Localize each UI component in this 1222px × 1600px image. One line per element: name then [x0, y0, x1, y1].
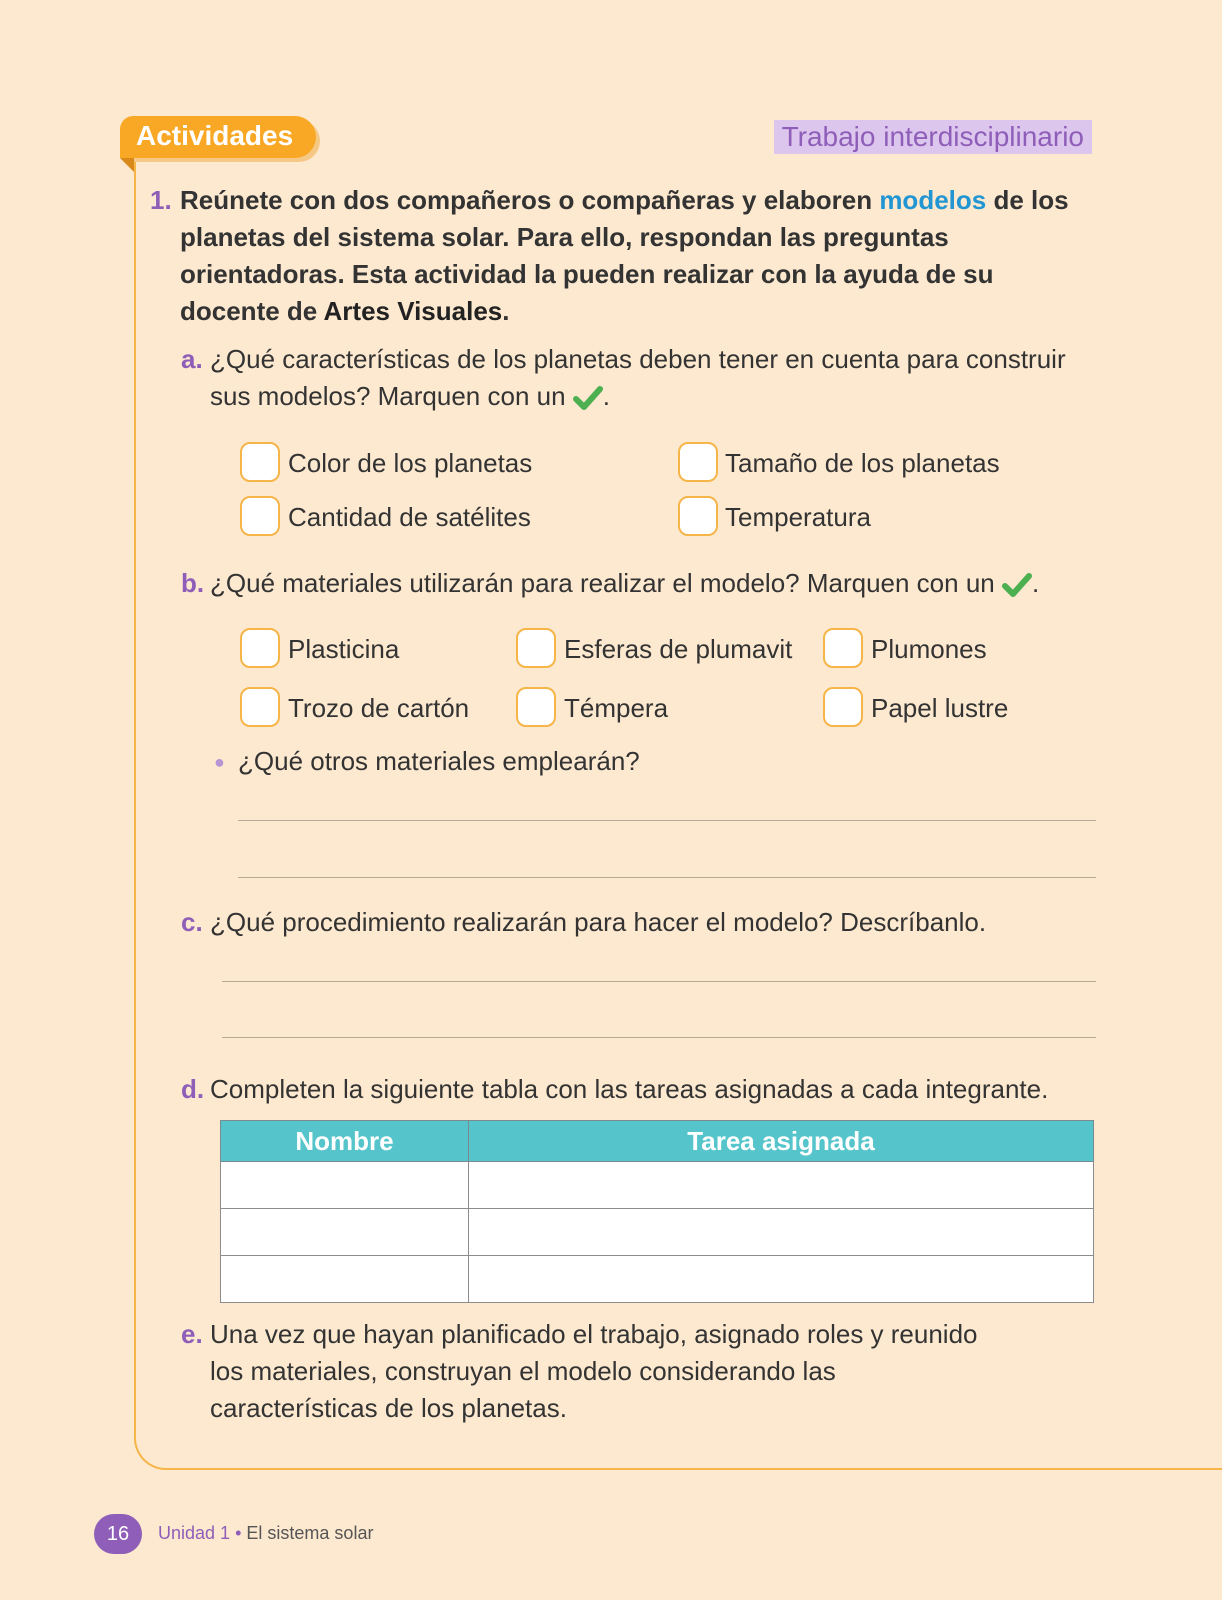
header-task: Tarea asignada — [469, 1121, 1094, 1162]
checkbox-color[interactable] — [240, 442, 280, 482]
interdisciplinary-tag: Trabajo interdisciplinario — [774, 120, 1092, 154]
item-b-text — [181, 565, 1081, 602]
other-materials-question: ¿Qué otros materiales emplearán? — [238, 746, 640, 776]
answer-line[interactable] — [222, 1037, 1096, 1038]
table-header-row — [221, 1121, 1094, 1162]
checkbox-tempera[interactable] — [516, 687, 556, 727]
task-cell[interactable] — [469, 1256, 1094, 1303]
check-icon — [1002, 572, 1032, 598]
unit-footer — [158, 1523, 373, 1544]
item-b — [181, 565, 1081, 602]
check-icon — [573, 385, 603, 411]
tab-fold — [120, 158, 134, 172]
option-temperature: Temperatura — [725, 502, 871, 532]
checkbox-satellites[interactable] — [240, 496, 280, 536]
item-c — [181, 904, 1081, 941]
name-cell[interactable] — [221, 1162, 469, 1209]
unit-title: El sistema solar — [246, 1523, 374, 1543]
item-letter: c. — [181, 907, 203, 937]
item-a-end: . — [602, 381, 611, 411]
item-letter: e. — [181, 1319, 203, 1349]
task-table — [220, 1120, 1094, 1303]
option-satellites: Cantidad de satélites — [288, 502, 531, 532]
option-glossy-paper: Papel lustre — [871, 693, 1009, 723]
subject-visual-arts: Artes Visuales — [323, 296, 503, 326]
activities-label: Actividades — [136, 120, 294, 151]
q1-text-a: Reúnete con dos compañeros o compañeras y elaboren — [180, 185, 880, 215]
item-a-question: ¿Qué características de los planetas deben tener en cuenta para construir sus modelos? Marquen con un — [210, 344, 1066, 411]
question-1-text — [150, 182, 1090, 330]
checkbox-size[interactable] — [678, 442, 718, 482]
header-name: Nombre — [221, 1121, 469, 1162]
q1-text-c: . — [502, 296, 510, 326]
page-number: 16 — [94, 1514, 142, 1554]
answer-line[interactable] — [222, 981, 1096, 982]
checkbox-markers[interactable] — [823, 628, 863, 668]
option-cardboard: Trozo de cartón — [288, 693, 470, 723]
item-letter: b. — [181, 568, 205, 598]
item-a — [181, 341, 1081, 415]
item-c-text: ¿Qué procedimiento realizarán para hacer el modelo? Descríbanlo. — [210, 907, 987, 937]
task-cell[interactable] — [469, 1209, 1094, 1256]
option-color: Color de los planetas — [288, 448, 533, 478]
item-letter: a. — [181, 344, 203, 374]
keyword-models: modelos — [879, 185, 987, 215]
item-d — [181, 1071, 1081, 1108]
checkbox-plasticine[interactable] — [240, 628, 280, 668]
checkbox-glossy-paper[interactable] — [823, 687, 863, 727]
name-cell[interactable] — [221, 1256, 469, 1303]
bullet-icon: ● — [214, 752, 225, 772]
item-b-end: . — [1031, 568, 1040, 598]
item-e — [181, 1316, 1001, 1427]
task-cell[interactable] — [469, 1162, 1094, 1209]
option-foam-spheres: Esferas de plumavit — [564, 634, 793, 664]
question-number: 1. — [150, 185, 172, 215]
table-row — [221, 1256, 1094, 1303]
name-cell[interactable] — [221, 1209, 469, 1256]
option-size: Tamaño de los planetas — [725, 448, 1000, 478]
item-d-text: Completen la siguiente tabla con las tareas asignadas a cada integrante. — [210, 1074, 1049, 1104]
q1-text-b: de los planetas del sistema solar. Para ello, respondan las preguntas orientadoras. Esta actividad la pueden realizar con la ayuda de su docente de — [180, 185, 1069, 326]
table-row — [221, 1209, 1094, 1256]
item-letter: d. — [181, 1074, 205, 1104]
answer-line[interactable] — [238, 820, 1096, 821]
option-markers: Plumones — [871, 634, 987, 664]
footer-separator: • — [235, 1523, 242, 1543]
checkbox-cardboard[interactable] — [240, 687, 280, 727]
answer-line[interactable] — [238, 877, 1096, 878]
option-plasticine: Plasticina — [288, 634, 400, 664]
item-e-text: Una vez que hayan planificado el trabajo, asignado roles y reunido los materiales, construyan el modelo considerando las características de los planetas. — [210, 1319, 978, 1423]
question-1 — [150, 182, 1090, 330]
option-tempera: Témpera — [564, 693, 669, 723]
table-row — [221, 1162, 1094, 1209]
checkbox-temperature[interactable] — [678, 496, 718, 536]
item-a-text — [181, 341, 1081, 415]
unit-label: Unidad 1 — [158, 1523, 231, 1543]
item-b-question: ¿Qué materiales utilizarán para realizar el modelo? Marquen con un — [210, 568, 995, 598]
checkbox-foam-spheres[interactable] — [516, 628, 556, 668]
